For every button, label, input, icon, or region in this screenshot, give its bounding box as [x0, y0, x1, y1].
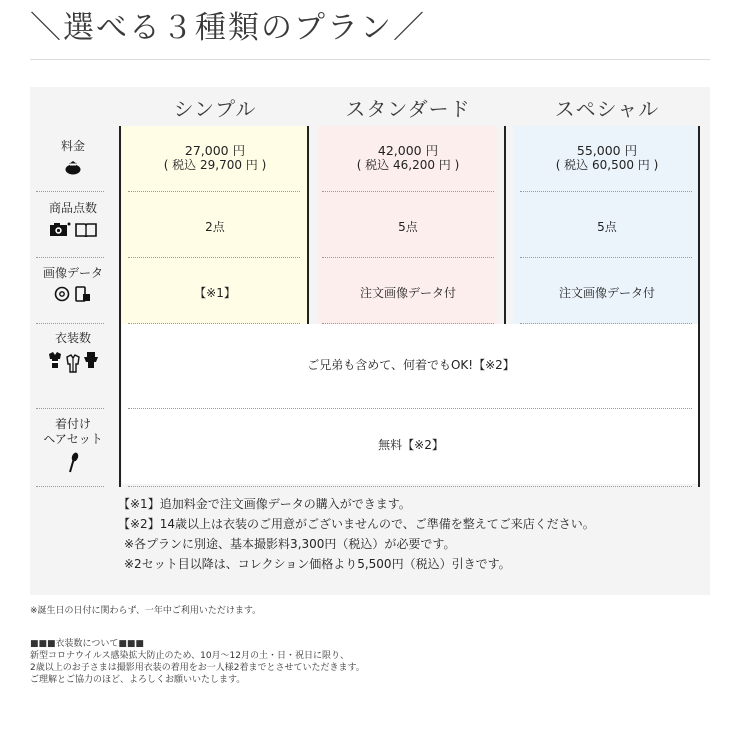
- birthday-footnote: ※誕生日の日付に関わらず、一年中ご利用いただけます。: [30, 606, 262, 616]
- note-line: 【※1】追加料金で注文画像データの購入ができます。: [118, 497, 411, 511]
- row-separator: [128, 191, 300, 192]
- costume-notice-line: 2歳以上のお子さまは撮影用衣装の着用をお一人様2着までとさせていただきます。: [30, 663, 365, 673]
- shared-rows-background: [122, 324, 700, 484]
- row-separator: [128, 257, 300, 258]
- page-title: ＼選べる３種類のプラン／: [30, 8, 710, 60]
- items-cell-standard: 5点: [398, 220, 418, 234]
- column-divider-2: [504, 126, 506, 324]
- costume-notice-line: 新型コロナウイルス感染拡大防止のため、10月〜12月の土・日・祝日に限り、: [30, 651, 350, 661]
- row-label-price: 料金: [34, 139, 112, 175]
- hair-brush-icon: [67, 452, 79, 474]
- note-line: ※2セット目以降は、コレクション価格より5,500円（税込）引きです。: [124, 557, 511, 571]
- image-data-cell-special: 注文画像データ付: [558, 286, 655, 300]
- smartphone-icon: [74, 286, 92, 302]
- row-label-items: 商品点数: [34, 201, 112, 237]
- plan-header-simple: シンプル: [173, 97, 257, 121]
- row-separator: [520, 257, 692, 258]
- row-separator: [322, 191, 494, 192]
- row-separator: [128, 323, 300, 324]
- row-separator: [128, 408, 692, 409]
- price-cell-standard: 42,000 円 ( 税込 46,200 円 ): [356, 143, 460, 172]
- image-data-cell-simple: 【※1】: [194, 286, 236, 300]
- items-cell-simple: 2点: [205, 220, 225, 234]
- plan-header-special: スペシャル: [554, 97, 660, 121]
- row-separator: [128, 486, 692, 487]
- money-bag-icon: [64, 159, 82, 175]
- row-label-costume: 衣装数: [34, 331, 112, 373]
- row-separator: [36, 323, 104, 324]
- dressing-cell: 無料【※2】: [378, 438, 444, 452]
- row-separator: [36, 408, 104, 409]
- row-separator: [322, 257, 494, 258]
- row-separator: [520, 191, 692, 192]
- row-label-image-data: 画像データ: [34, 266, 112, 302]
- book-icon: [75, 221, 97, 237]
- note-line: ※各プランに別途、基本撮影料3,300円（税込）が必要です。: [124, 537, 456, 551]
- note-line: 【※2】14歳以上は衣装のご用意がございませんので、ご準備を整えてご来店ください。: [118, 517, 595, 531]
- disc-icon: [54, 286, 70, 302]
- column-divider-right: [698, 126, 700, 487]
- plan-header-standard: スタンダード: [345, 97, 471, 121]
- costume-notice-line: ご理解とご協力のほど、よろしくお願いいたします。: [30, 675, 246, 685]
- row-separator: [36, 486, 104, 487]
- row-separator: [322, 323, 494, 324]
- plan-notes: [118, 494, 698, 574]
- price-cell-special: 55,000 円 ( 税込 60,500 円 ): [555, 143, 659, 172]
- costume-cell: ご兄弟も含めて、何着でもOK!【※2】: [307, 358, 515, 372]
- column-divider-left: [119, 126, 121, 487]
- camera-icon: [49, 221, 71, 237]
- costume-notice: [30, 638, 365, 686]
- row-label-dressing: 着付け ヘアセット: [34, 417, 112, 474]
- kimono-icon: [47, 351, 63, 369]
- row-separator: [36, 191, 104, 192]
- costume-notice-heading: ■■■衣装数について■■■: [30, 639, 144, 649]
- dress-icon: [83, 351, 99, 369]
- row-separator: [520, 323, 692, 324]
- row-separator: [36, 257, 104, 258]
- image-data-cell-standard: 注文画像データ付: [359, 286, 456, 300]
- price-cell-simple: 27,000 円 ( 税込 29,700 円 ): [163, 143, 267, 172]
- suit-icon: [65, 351, 81, 373]
- items-cell-special: 5点: [597, 220, 617, 234]
